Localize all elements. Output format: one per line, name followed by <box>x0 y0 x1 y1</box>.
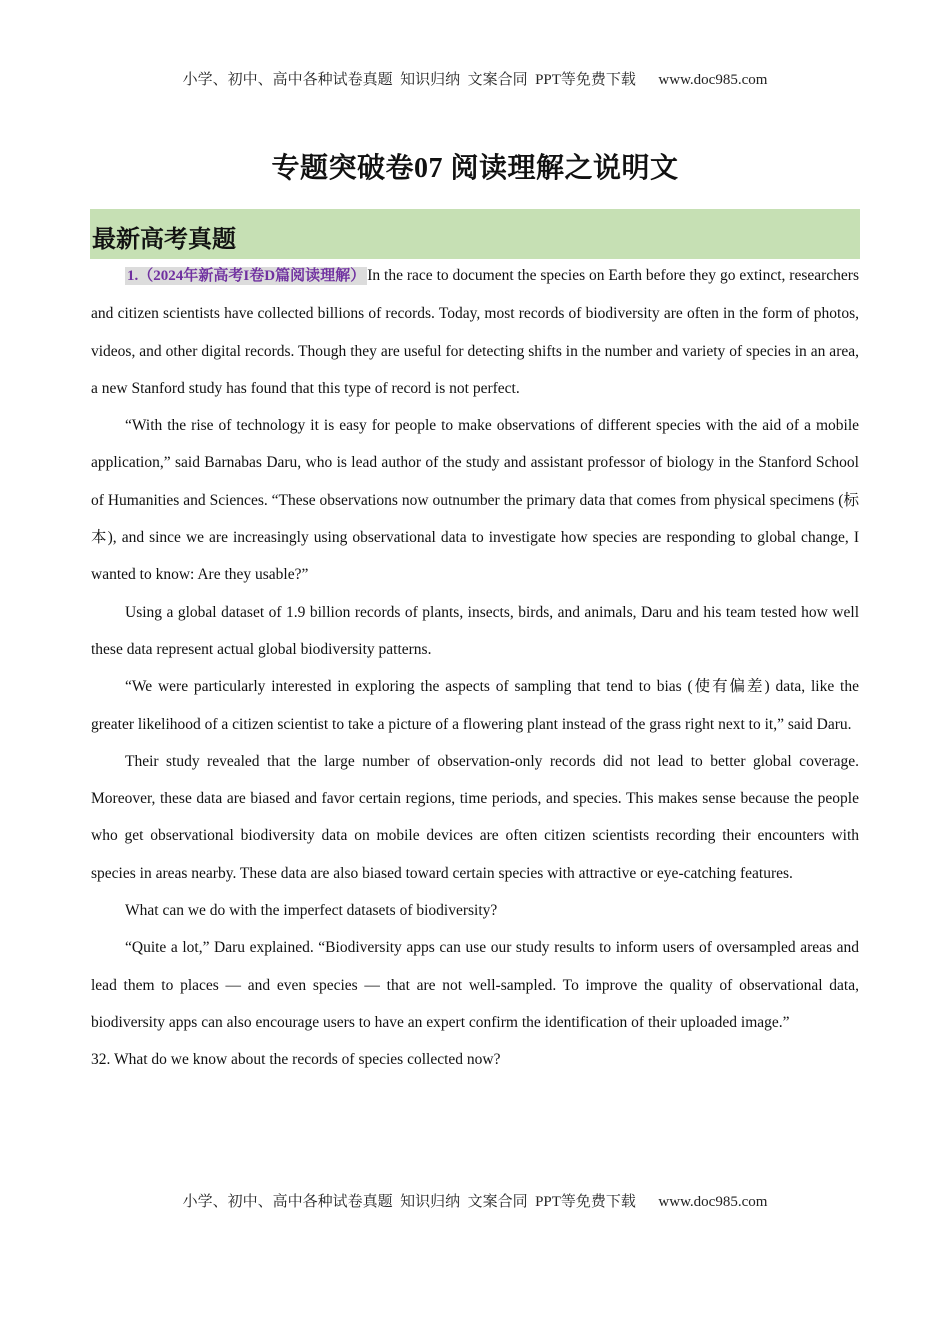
passage-paragraph-1 <box>91 257 859 407</box>
paragraph-text: In the race to document the species on Earth before they go extinct, researchers and citizen scientists have collected billions of records. Today, most records of biodiversity are often in the form of photos, videos, and other digital records. Though they are useful for detecting shifts in the number and variety of species in an area, a new Stanford study has found that this type of record is not perfect. <box>91 267 859 397</box>
passage-paragraph-3: Using a global dataset of 1.9 billion records of plants, insects, birds, and animals, Daru and his team tested how well these data represent actual global biodiversity patterns. <box>91 603 859 658</box>
passage-paragraph-5: Their study revealed that the large number of observation-only records did not lead to better global coverage. Moreover, these data are biased and favor certain regions, time periods, and species. This makes sense because the people who get observational biodiversity data on mobile devices are often citizen scientists recording their encounters with species in areas nearby. These data are also biased toward certain species with attractive or eye-catching features. <box>91 752 859 882</box>
section-heading: 最新高考真题 <box>92 227 236 253</box>
question-source-tag: 1.（2024年新高考I卷D篇阅读理解） <box>127 268 366 284</box>
document-title: 专题突破卷07 阅读理解之说明文 <box>271 153 679 184</box>
page-header: 小学、初中、高中各种试卷真题 知识归纳 文案合同 PPT等免费下载 www.doc985.com <box>182 72 768 88</box>
page-footer: 小学、初中、高中各种试卷真题 知识归纳 文案合同 PPT等免费下载 www.doc985.com <box>182 1194 768 1210</box>
passage-paragraph-4: “We were particularly interested in exploring the aspects of sampling that tend to bias (使有偏差) data, like the greater likelihood of a citizen scientist to take a picture of a flowering plant instead of the grass right next to it,” said Daru. <box>91 678 859 733</box>
section-heading-band <box>90 209 860 259</box>
passage-paragraph-6: What can we do with the imperfect datasets of biodiversity? <box>125 902 498 920</box>
passage-paragraph-7: “Quite a lot,” Daru explained. “Biodiversity apps can use our study results to inform users of oversampled areas and lead them to places — and even species — that are not well-sampled. To improve the quality of observational data, biodiversity apps can also encourage users to have an expert confirm the identification of their uploaded image.” <box>91 939 859 1031</box>
passage-paragraph-2: “With the rise of technology it is easy for people to make observations of different species with the aid of a mobile application,” said Barnabas Daru, who is lead author of the study and assistant professor of biology in the Stanford School of Humanities and Sciences. “These observations now outnumber the primary data that comes from physical specimens (标本), and since we are increasingly using observational data to investigate how species are responding to global change, I wanted to know: Are they usable?” <box>91 417 859 584</box>
question-32: 32. What do we know about the records of species collected now? <box>91 1051 501 1069</box>
reading-passage <box>91 257 859 1079</box>
